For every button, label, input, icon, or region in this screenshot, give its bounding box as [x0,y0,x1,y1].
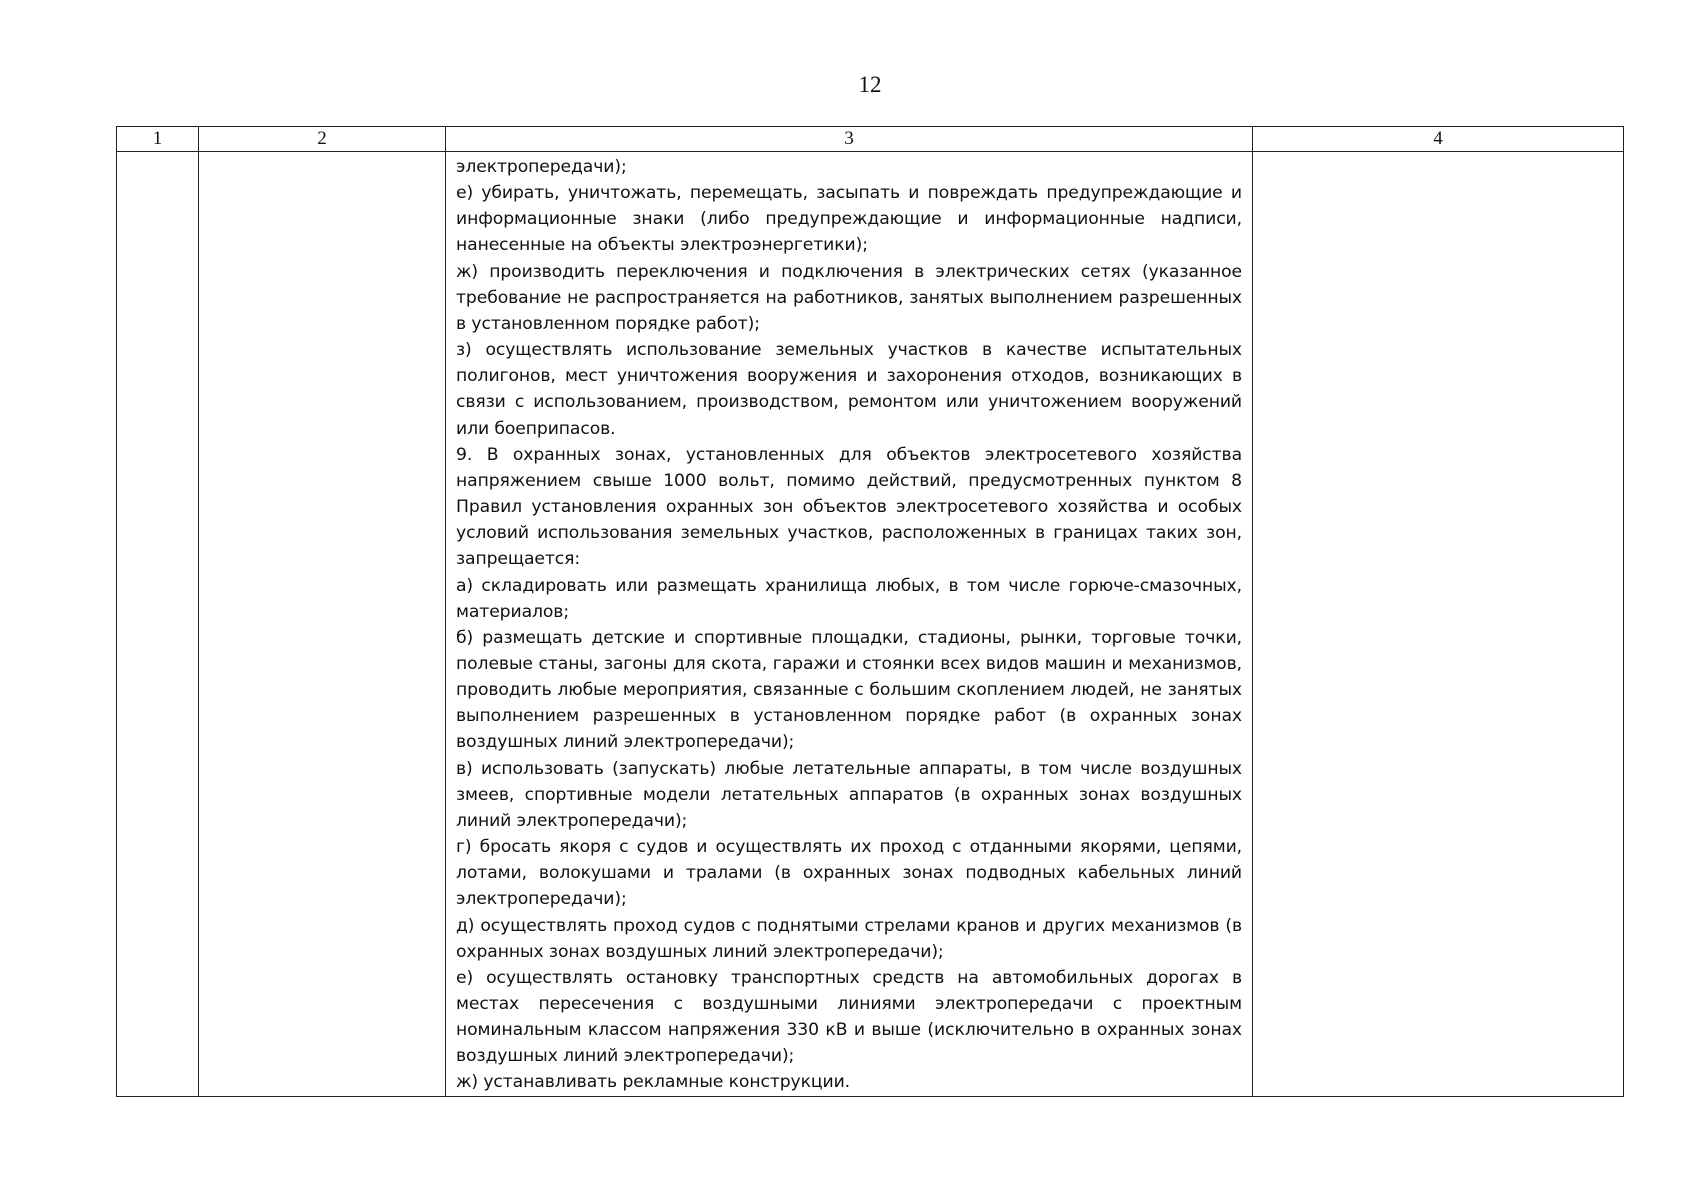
paragraph: в) использовать (запускать) любые летательные аппараты, в том числе воздушных змеев, спортивные модели летательных аппаратов (в охранных зонах воздушных линий электропередачи); [456,758,1242,831]
paragraph: ж) устанавливать рекламные конструкции. [456,1072,850,1093]
column-header-2: 2 [199,127,446,152]
paragraph: з) осуществлять использование земельных участков в качестве испытательных полигонов, мест уничтожения вооружения и захоронения отходов, возникающих в связи с использованием, производством, ремонтом или уничтожением вооружений или боеприпасов. [456,340,1242,439]
regulation-table [116,126,1624,1097]
table-row [117,152,1624,1097]
column-header-4: 4 [1253,127,1624,152]
paragraph: д) осуществлять проход судов с поднятыми стрелами кранов и других механизмов (в охранных зонах воздушных линий электропередачи); [456,915,1242,962]
column-header-3: 3 [446,127,1253,152]
paragraph: а) складировать или размещать хранилища любых, в том числе горюче-смазочных, материалов; [456,575,1242,622]
paragraph: б) размещать детские и спортивные площадки, стадионы, рынки, торговые точки, полевые станы, загоны для скота, гаражи и стоянки всех видов машин и механизмов, проводить любые мероприятия, связанные с большим скоплением людей, не занятых выполнением разрешенных в установленном порядке работ (в охранных зонах воздушных линий электропередачи); [456,627,1242,753]
paragraph: е) осуществлять остановку транспортных средств на автомобильных дорогах в местах пересечения с воздушными линиями электропередачи с проектным номинальным классом напряжения 330 кВ и выше (исключительно в охранных зонах воздушных линий электропередачи); [456,967,1242,1067]
cell-col3 [446,152,1253,1097]
table-header-row [117,127,1624,152]
column-header-1: 1 [117,127,199,152]
cell-col1 [117,152,199,1097]
page-number: 12 [858,72,882,97]
paragraph: 9. В охранных зонах, установленных для объектов электросетевого хозяйства напряжением свыше 1000 вольт, помимо действий, предусмотренных пунктом 8 Правил установления охранных зон объектов электросетевого хозяйства и особых условий использования земельных участков, расположенных в границах таких зон, запрещается: [456,444,1242,570]
paragraph: электропередачи); [456,157,627,177]
regulation-text [446,152,1252,1096]
cell-col2 [199,152,446,1097]
paragraph: г) бросать якоря с судов и осуществлять их проход с отданными якорями, цепями, лотами, волокушами и тралами (в охранных зонах подводных кабельных линий электропередачи); [456,837,1242,910]
paragraph: ж) производить переключения и подключения в электрических сетях (указанное требование не распространяется на работников, занятых выполнением разрешенных в установленном порядке работ); [456,261,1242,334]
cell-col4 [1253,152,1624,1097]
paragraph: е) убирать, уничтожать, перемещать, засыпать и повреждать предупреждающие и информационные знаки (либо предупреждающие и информационные надписи, нанесенные на объекты электроэнергетики); [456,183,1242,256]
